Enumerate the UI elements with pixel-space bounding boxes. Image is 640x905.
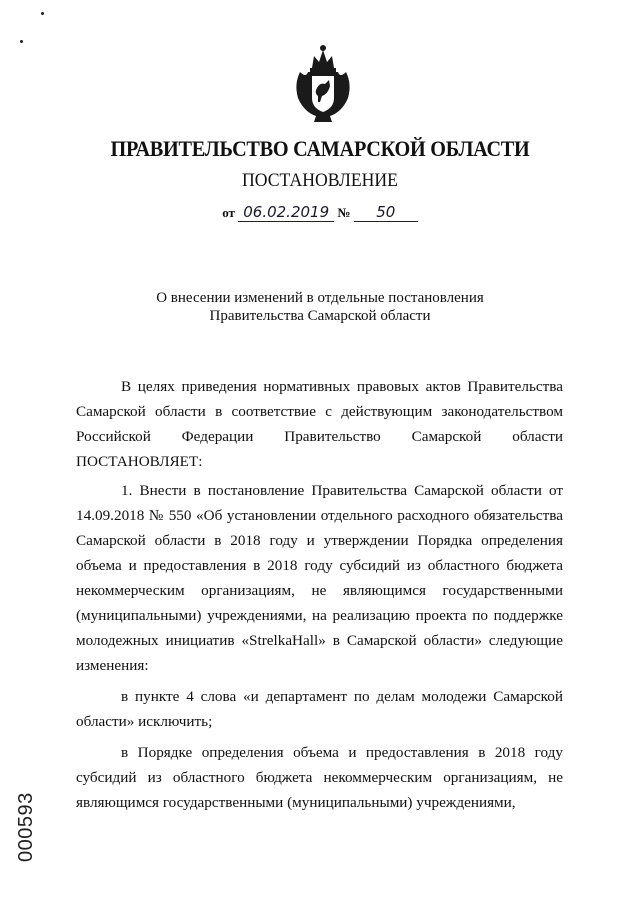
dateline (0, 203, 640, 222)
handwritten-number: 50 (354, 203, 418, 222)
scan-speck (41, 12, 44, 15)
handwritten-date: 06.02.2019 (238, 203, 334, 222)
document-body (76, 374, 563, 815)
document-serial-number: 000593 (15, 792, 37, 862)
date-label: от (222, 205, 235, 220)
body-paragraph: 1. Внести в постановление Правительства Самарской области от 14.09.2018 № 550 «Об установлении отдельного расходного обязательства Самарской области в 2018 году и утверждении Порядка определения объема и предоставления в 2018 году субсидий из областного бюджета некоммерческим организациям, не являющимся государственными (муниципальными) учреждениями, на реализацию проекта по поддержке молодежных инициатив «StrelkaHall» в Самарской области» следующие изменения: (76, 482, 563, 674)
document-type-title: ПОСТАНОВЛЕНИЕ (242, 170, 398, 191)
number-label: № (337, 205, 351, 220)
subject-line: Правительства Самарской области (209, 308, 431, 324)
body-paragraph: в пункте 4 слова «и департамент по делам молодежи Самарской области» исключить; (76, 688, 563, 730)
body-paragraph: в Порядке определения объема и предоставления в 2018 году субсидий из областного бюджета некоммерческим организациям, не являющимся государственными (муниципальными) учреждениями, (76, 744, 563, 811)
document-subject (0, 289, 640, 325)
organization-title: ПРАВИТЕЛЬСТВО САМАРСКОЙ ОБЛАСТИ (110, 136, 530, 161)
body-paragraph: В целях приведения нормативных правовых актов Правительства Самарской области в соответствие с действующим законодательством Российской Федерации Правительство Самарской области ПОСТАНОВЛЯЕТ: (76, 378, 563, 470)
subject-line: О внесении изменений в отдельные постановления (156, 290, 484, 306)
samara-coat-of-arms-emblem (290, 42, 356, 126)
scan-speck (20, 40, 23, 43)
